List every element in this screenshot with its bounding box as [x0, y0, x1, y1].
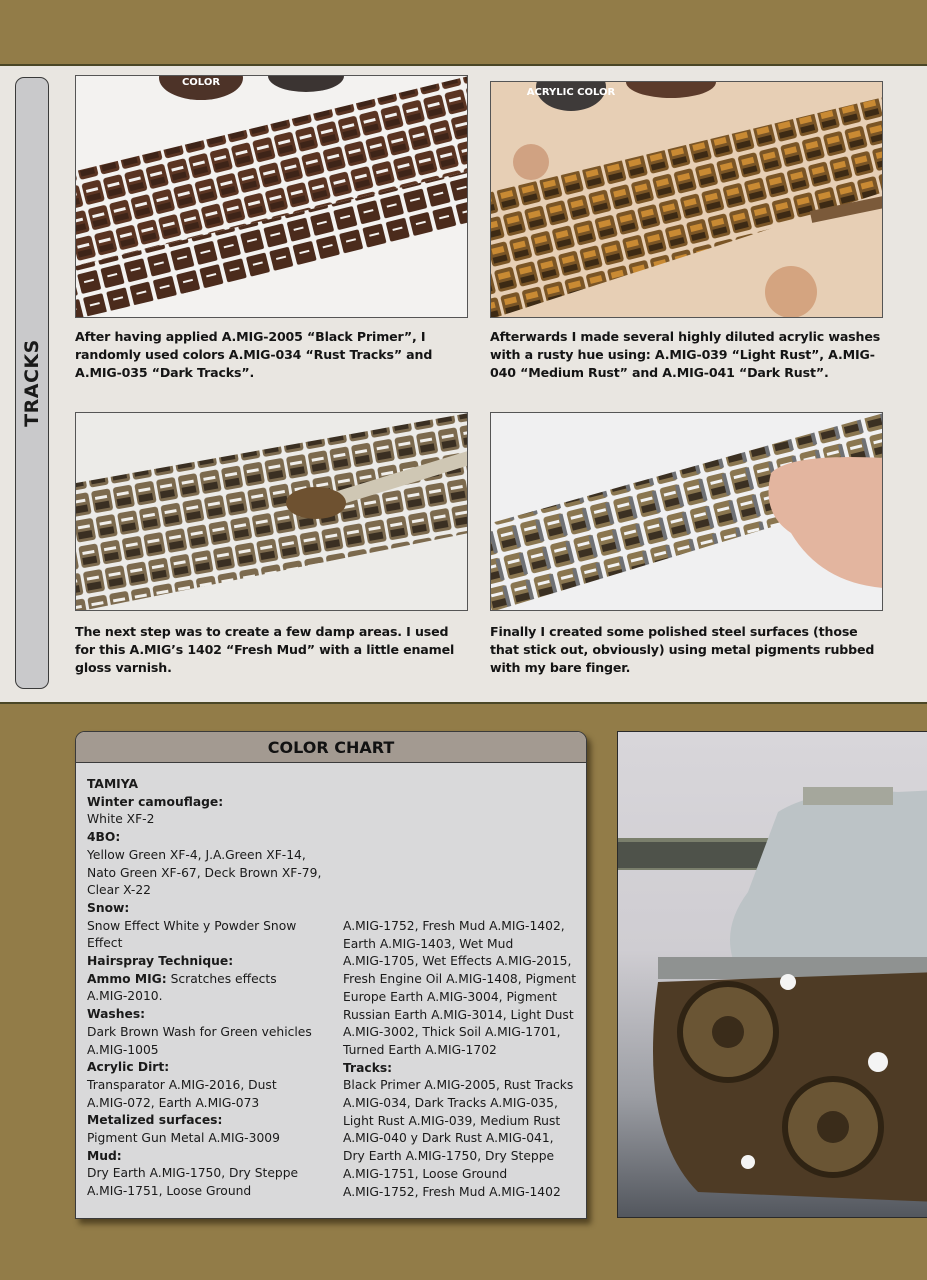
brown-primed-tracks-photo [75, 75, 468, 318]
step-1-caption: After having applied A.MIG-2005 “Black Primer”, I randomly used colors A.MIG-034 “Rust Tracks” and A.MIG-035 “Dark Tracks”. [75, 329, 433, 380]
chart-line: Light Rust A.MIG-039, Medium Rust [343, 1113, 561, 1128]
step-4-caption: Finally I created some polished steel surfaces (those that stick out, obviously) using metal pigments rubbed with my bare finger. [490, 624, 875, 675]
chart-line: Snow Effect White y Powder Snow [87, 918, 297, 933]
finger-polished-tracks-photo [490, 412, 883, 611]
chart-line: A.MIG-034, Dark Tracks A.MIG-035, [343, 1096, 558, 1111]
chart-line: Black Primer A.MIG-2005, Rust Tracks [343, 1078, 574, 1093]
section-tab-label: TRACKS [21, 339, 43, 427]
color-chart-title: COLOR CHART [76, 732, 586, 763]
tracks-illustration-icon [76, 413, 468, 611]
chart-heading: Acrylic Dirt: [87, 1060, 170, 1075]
chart-line: A.MIG-1005 [87, 1042, 159, 1057]
chart-line: Russian Earth A.MIG-3014, Light Dust [343, 1007, 574, 1022]
winter-tank-model-photo [617, 731, 927, 1218]
chart-line: Turned Earth A.MIG-1702 [343, 1042, 497, 1057]
chart-line: A.MIG-3002, Thick Soil A.MIG-1701, [343, 1025, 561, 1040]
damp-mud-brush-tracks-photo [75, 412, 468, 611]
tracks-illustration-icon [491, 82, 883, 318]
tank-illustration-icon [618, 732, 927, 1218]
jar-label: ACRYLIC COLOR [526, 87, 616, 98]
tracks-illustration-icon [76, 76, 468, 318]
top-color-band [0, 0, 927, 66]
chart-line: Europe Earth A.MIG-3004, Pigment [343, 989, 557, 1004]
chart-line: A.MIG-1751, Loose Ground [343, 1166, 508, 1181]
step-3-caption: The next step was to create a few damp areas. I used for this A.MIG’s 1402 “Fresh Mud” with a little enamel gloss varnish. [75, 624, 455, 675]
chart-line: A.MIG-1705, Wet Effects A.MIG-2015, [343, 954, 572, 969]
color-chart-left-column [87, 776, 337, 1201]
chart-line: Scratches effects [166, 971, 277, 986]
color-chart-box [75, 731, 587, 1219]
chart-heading: TAMIYA [87, 777, 139, 791]
chart-line: Yellow Green XF-4, J.A.Green XF-14, [87, 847, 306, 862]
chart-line: Dry Earth A.MIG-1750, Dry Steppe [87, 1166, 299, 1181]
chart-line: A.MIG-1752, Fresh Mud A.MIG-1402, [343, 919, 565, 933]
chart-line: A.MIG-040 y Dark Rust A.MIG-041, [343, 1131, 554, 1146]
chart-heading: Washes: [87, 1007, 146, 1022]
chart-heading: Snow: [87, 900, 130, 915]
chart-heading: Hairspray Technique: [87, 954, 234, 969]
chart-line: A.MIG-072, Earth A.MIG-073 [87, 1095, 260, 1110]
chart-heading: Mud: [87, 1148, 122, 1163]
chart-line: A.MIG-2010. [87, 989, 163, 1004]
chart-heading: Winter camouflage: [87, 794, 224, 809]
chart-line: White XF-2 [87, 812, 155, 827]
chart-line: Effect [87, 936, 123, 951]
chart-line: Earth A.MIG-1403, Wet Mud [343, 936, 514, 951]
chart-line: Clear X-22 [87, 883, 151, 898]
chart-heading: Tracks: [343, 1060, 393, 1075]
rust-washed-tracks-photo [490, 81, 883, 318]
chart-line: Transparator A.MIG-2016, Dust [87, 1077, 277, 1092]
chart-line: Dark Brown Wash for Green vehicles [87, 1024, 312, 1039]
chart-line: Fresh Engine Oil A.MIG-1408, Pigment [343, 972, 577, 987]
section-tab [15, 77, 49, 689]
chart-line: Dry Earth A.MIG-1750, Dry Steppe [343, 1149, 555, 1164]
chart-heading: Metalized surfaces: [87, 1113, 223, 1128]
chart-line: A.MIG-1752, Fresh Mud A.MIG-1402 [343, 1184, 561, 1199]
chart-line: Nato Green XF-67, Deck Brown XF-79, [87, 865, 322, 880]
chart-line: Pigment Gun Metal A.MIG-3009 [87, 1131, 280, 1146]
chart-heading: 4BO: [87, 830, 121, 845]
jar-label: COLOR [181, 77, 221, 88]
chart-line: A.MIG-1751, Loose Ground [87, 1184, 252, 1199]
color-chart-right-column [343, 918, 581, 1201]
chart-heading: Ammo MIG: [87, 971, 167, 986]
tracks-illustration-icon [491, 413, 883, 611]
chart-heading [87, 971, 337, 989]
step-2-caption: Afterwards I made several highly diluted acrylic washes with a rusty hue using: A.MIG-039 “Light Rust”, A.MIG-040 “Medium Rust” and A.MIG-041 “Dark Rust”. [490, 329, 881, 380]
